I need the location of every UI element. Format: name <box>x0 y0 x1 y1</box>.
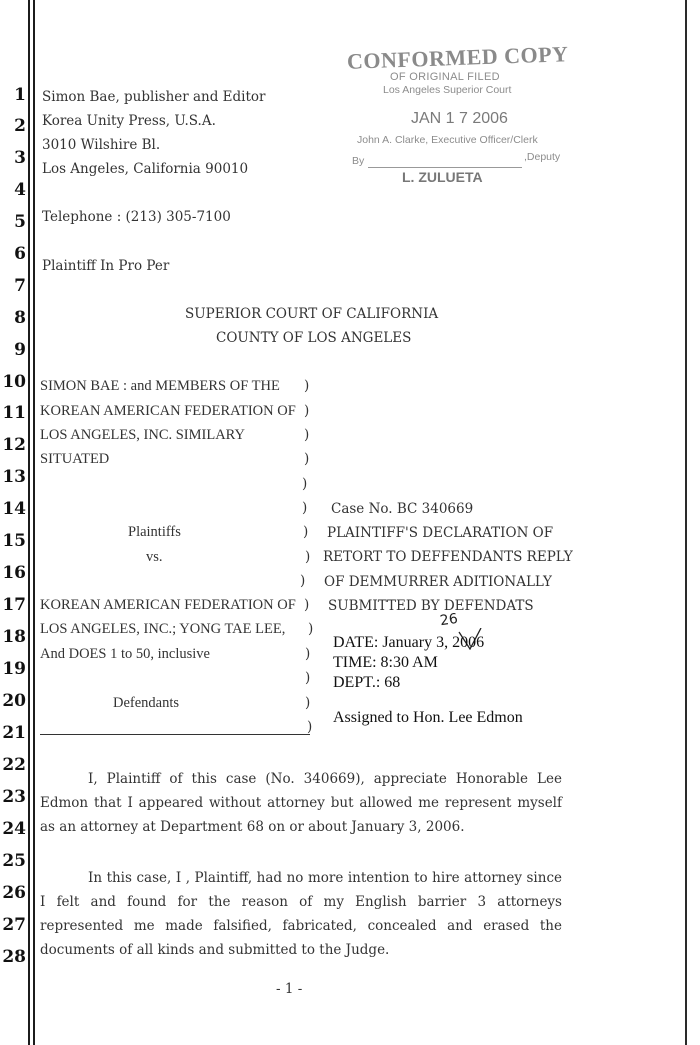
line-number: 16 <box>2 563 26 583</box>
line-number: 2 <box>14 116 26 136</box>
caption-paren: ) <box>303 524 309 540</box>
caption-paren: ) <box>304 451 310 467</box>
line-number: 12 <box>2 435 26 455</box>
right-margin-rule <box>685 0 687 1045</box>
assigned-judge: Assigned to Hon. Lee Edmon <box>333 709 523 726</box>
stamp-title: CONFORMED COPY <box>346 41 569 74</box>
left-margin-rule-inner <box>33 0 35 1045</box>
page-number: - 1 - <box>276 981 303 997</box>
telephone: Telephone : (213) 305-7100 <box>42 209 231 225</box>
stamp-signature-line <box>368 167 522 168</box>
body-paragraph-text: I, Plaintiff of this case (No. 340669), appreciate Honorable Lee Edmon that I appeared without attorney but allowed me represent myself as an attorney at Department 68 on or about January 3, 2006. <box>40 771 562 835</box>
stamp-deputy-name: L. ZULUETA <box>402 169 483 185</box>
line-number: 24 <box>2 819 26 839</box>
caption-underline <box>40 734 310 735</box>
caption-paren: ) <box>305 549 311 565</box>
plaintiff-line: LOS ANGELES, INC. SIMILARY <box>40 427 246 443</box>
caption-paren: ) <box>305 646 311 662</box>
case-number: Case No. BC 340669 <box>331 501 474 517</box>
line-number: 6 <box>14 244 26 264</box>
court-county: COUNTY OF LOS ANGELES <box>216 330 412 346</box>
plaintiff-line: SITUATED <box>40 451 110 467</box>
document-title-line: SUBMITTED BY DEFENDATS <box>328 598 534 614</box>
caption-paren: ) <box>300 573 306 589</box>
line-number: 13 <box>2 467 26 487</box>
defendants-label: Defendants <box>113 695 180 711</box>
caption-paren: ) <box>305 695 311 711</box>
address-line: 3010 Wilshire Bl. <box>42 137 161 153</box>
line-number: 25 <box>2 851 26 871</box>
stamp-officer: John A. Clarke, Executive Officer/Clerk <box>357 134 538 146</box>
line-number: 8 <box>14 308 26 328</box>
stamp-court: Los Angeles Superior Court <box>383 84 512 96</box>
caption-paren: ) <box>304 597 310 613</box>
document-title-line: RETORT TO DEFFENDANTS REPLY <box>323 549 573 565</box>
line-number: 5 <box>14 212 26 232</box>
line-number: 17 <box>2 595 26 615</box>
line-number: 11 <box>2 403 26 423</box>
caption-paren: ) <box>304 427 310 443</box>
line-number: 22 <box>2 755 26 775</box>
line-number: 28 <box>2 947 26 967</box>
body-paragraph-text: In this case, I , Plaintiff, had no more intention to hire attorney since I felt and found for the reason of my English barrier 3 attorneys represented me made falsified, fabricated, concealed and erased the documents of all kinds and submitted to the Judge. <box>40 870 562 958</box>
stamp-by-label: By <box>352 155 365 167</box>
left-margin-rule <box>28 0 30 1045</box>
plaintiff-line: SIMON BAE : and MEMBERS OF THE <box>40 378 280 394</box>
line-number: 19 <box>2 659 26 679</box>
stamp-date: JAN 1 7 2006 <box>411 110 508 127</box>
caption-paren: ) <box>304 378 310 394</box>
hearing-time: TIME: 8:30 AM <box>333 654 438 671</box>
stamp-deputy-label: ,Deputy <box>524 151 561 163</box>
stamp-subtitle: OF ORIGINAL FILED <box>390 71 500 83</box>
document-title-line: PLAINTIFF'S DECLARATION OF <box>327 525 554 541</box>
vs-label: vs. <box>146 549 163 565</box>
line-number: 21 <box>2 723 26 743</box>
address-line: Los Angeles, California 90010 <box>42 161 249 177</box>
defendant-line: KOREAN AMERICAN FEDERATION OF <box>40 597 296 613</box>
caption-paren: ) <box>304 403 310 419</box>
body-paragraph <box>40 866 562 962</box>
plaintiff-line: KOREAN AMERICAN FEDERATION OF <box>40 403 296 419</box>
line-number: 20 <box>2 691 26 711</box>
line-number: 26 <box>2 883 26 903</box>
defendant-line: And DOES 1 to 50, inclusive <box>40 646 210 662</box>
filer-role: Plaintiff In Pro Per <box>42 258 170 274</box>
line-number: 14 <box>2 499 26 519</box>
line-number: 23 <box>2 787 26 807</box>
plaintiffs-label: Plaintiffs <box>128 524 181 540</box>
line-number: 9 <box>14 340 26 360</box>
line-number: 4 <box>14 180 26 200</box>
line-number: 7 <box>14 276 26 296</box>
caption-paren: ) <box>305 670 311 686</box>
handwritten-date-correction: 26 <box>438 610 459 630</box>
line-number: 18 <box>2 627 26 647</box>
line-number: 3 <box>14 148 26 168</box>
court-name: SUPERIOR COURT OF CALIFORNIA <box>185 306 439 322</box>
caption-paren: ) <box>307 719 313 735</box>
caption-paren: ) <box>302 500 308 516</box>
hearing-department: DEPT.: 68 <box>333 674 401 691</box>
line-number: 1 <box>14 85 26 105</box>
defendant-line: LOS ANGELES, INC.; YONG TAE LEE, <box>40 621 286 637</box>
line-number: 15 <box>2 531 26 551</box>
address-line: Korea Unity Press, U.S.A. <box>42 113 216 129</box>
line-number: 27 <box>2 915 26 935</box>
address-line: Simon Bae, publisher and Editor <box>42 89 266 105</box>
body-paragraph <box>40 767 562 839</box>
line-number: 10 <box>2 372 26 392</box>
caption-paren: ) <box>302 476 308 492</box>
caption-paren: ) <box>308 621 314 637</box>
hearing-date: DATE: January 3, 2006 <box>333 634 485 651</box>
document-title-line: OF DEMMURRER ADITIONALLY <box>324 574 552 590</box>
